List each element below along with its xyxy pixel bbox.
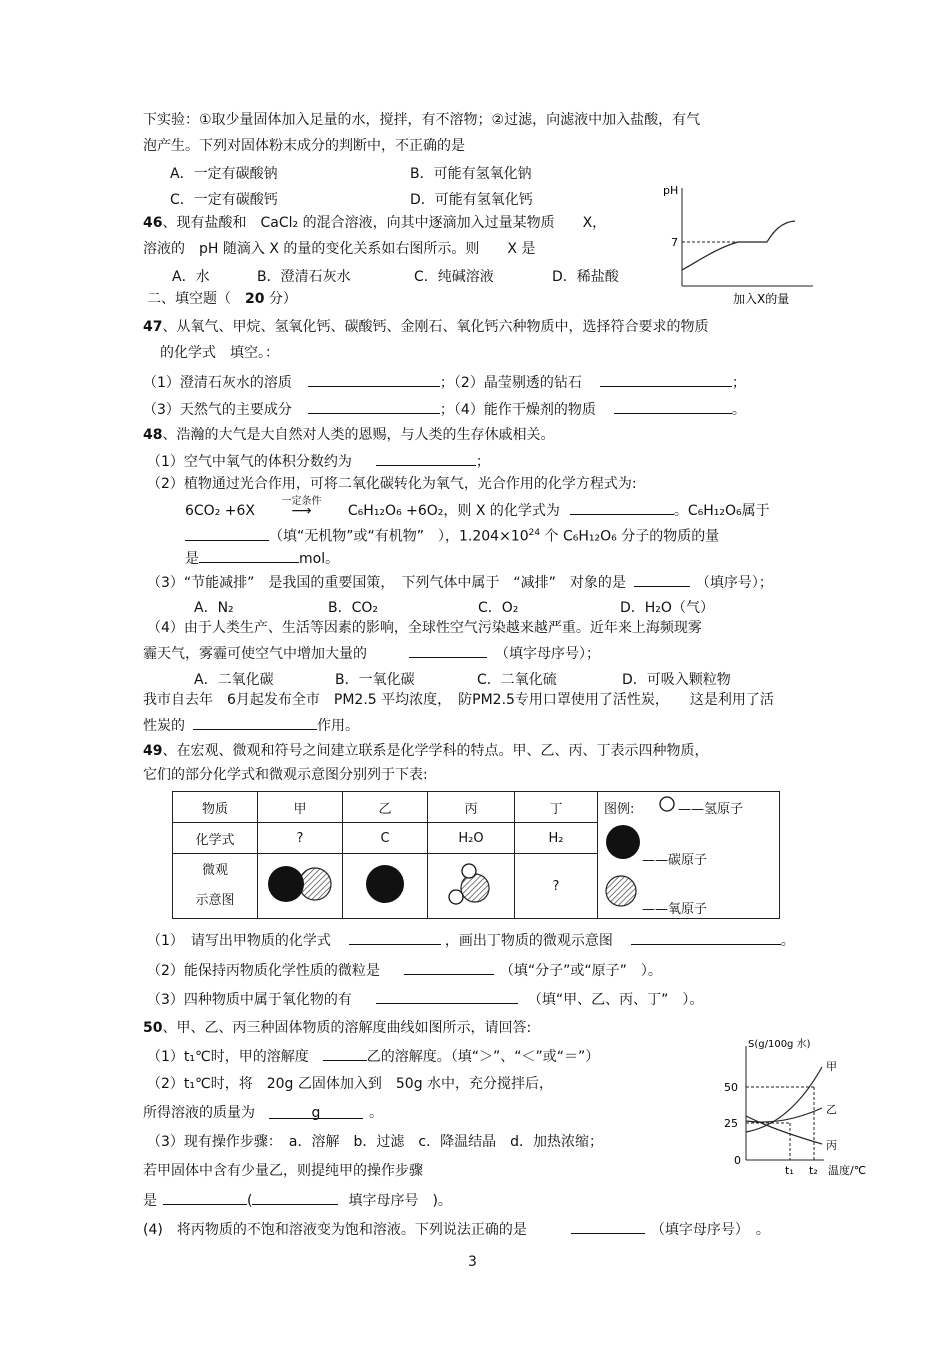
q48-sub3-end: （填序号）； — [695, 575, 773, 591]
q47-blank-1[interactable] — [308, 372, 440, 387]
curve-yi — [746, 1108, 822, 1122]
q50-sub3: （3）现有操作步骤： a．溶解 b．过滤 c．降温结晶 d．加热浓缩； — [147, 1134, 603, 1150]
q49-sub1 — [147, 930, 795, 950]
table-row-label — [173, 854, 258, 919]
q48-sub4-line2 — [143, 643, 600, 663]
q48-pm25-line1: 我市自去年 6月起发布全市 PM2.5 平均浓度， 防PM2.5专用口罩使用了活性炭， 这是利用了活 — [143, 692, 774, 708]
q50-sub4-end: （填字母序号） 。 — [650, 1222, 770, 1238]
q50-sub4 — [143, 1219, 770, 1239]
q45-option-c: C．一定有碳酸钙 — [170, 192, 278, 208]
table-cell: H₂O — [428, 823, 515, 854]
q49-sub1-mid: ，画出丁物质的微观示意图 — [444, 933, 613, 949]
q49-sub3-end: （填“甲、乙、丙、丁” ）。 — [527, 992, 704, 1008]
q50-sub1-end: 乙的溶解度。（填“＞”、“＜”或“＝”） — [366, 1049, 600, 1065]
sol-xtick-t1: t₁ — [785, 1164, 794, 1177]
curve-label-yi: 乙 — [826, 1103, 837, 1116]
q49-sub3-text: （3）四种物质中属于氧化物的有 — [147, 992, 352, 1008]
q47-blank-2[interactable] — [600, 372, 732, 387]
q48-sub3-option-d: D．H₂O（气） — [620, 600, 714, 616]
q48-blank-6[interactable] — [409, 643, 487, 658]
q47-item-3-text: （3）天然气的主要成分 — [143, 402, 292, 418]
q50-number: 50 — [143, 1020, 163, 1036]
page-number: 3 — [468, 1254, 477, 1270]
q49-sub2-text: （2）能保持丙物质化学性质的微粒是 — [147, 963, 380, 979]
q48-sub4-option-a: A．二氧化碳 — [194, 672, 274, 688]
q50-sub3-text: 是 — [143, 1193, 157, 1209]
q50-sub2-end: 。 — [369, 1105, 383, 1121]
sol-y-label: S(g/100g 水) — [748, 1039, 811, 1050]
carbon-atom-icon — [604, 823, 642, 861]
q46-option-d: D．稀盐酸 — [552, 269, 619, 285]
eq-reactants: 6CO₂ +6X — [185, 503, 260, 519]
q48-text-line1 — [143, 426, 554, 444]
q48-line6-unit: mol。 — [299, 551, 340, 567]
q49-sub1-text: （1） 请写出甲物质的化学式 — [147, 933, 331, 949]
q49-blank-1[interactable] — [349, 930, 441, 945]
q48-sub1-end: ； — [475, 454, 490, 470]
sol-x-label: 温度/℃ — [828, 1164, 867, 1177]
q46-text-line2: 溶液的 pH 随滴入 X 的量的变化关系如右图所示。则 X 是 — [143, 241, 536, 257]
ph-y-label: pH — [663, 184, 679, 197]
q48-equation — [185, 496, 770, 520]
q47-item-2-end: ； — [731, 375, 746, 391]
legend-title: 图例: — [604, 802, 635, 817]
section-score: 20 — [245, 291, 265, 307]
ding-micro-cell: ? — [515, 854, 598, 919]
q48-blank-4[interactable] — [199, 548, 299, 563]
q49-blank-4[interactable] — [376, 989, 518, 1004]
q48-blank-5[interactable] — [634, 572, 690, 587]
eq-arrow — [259, 496, 343, 520]
section-title: 二、填空题（ — [147, 291, 245, 307]
q45-option-a: A．一定有碳酸钠 — [170, 166, 278, 182]
q49-sub2 — [147, 960, 662, 980]
q50-sub2: （2）t₁℃时，将 20g 乙固体加入到 50g 水中，充分搅拌后， — [147, 1076, 554, 1092]
q47-number: 47 — [143, 319, 163, 335]
q48-pm25-line2 — [143, 715, 359, 735]
table-cell: C — [343, 823, 428, 854]
q48-sub1 — [147, 451, 490, 471]
q48-line6 — [185, 548, 339, 568]
q46-text: 、现有盐酸和 CaCl₂ 的混合溶液，向其中逐滴加入过量某物质 X， — [162, 215, 607, 231]
q46-text-line1 — [143, 214, 606, 232]
sol-xtick-t2: t₂ — [809, 1164, 818, 1177]
q48-blank-1[interactable] — [376, 451, 476, 466]
sol-ytick-0: 0 — [734, 1154, 741, 1167]
q47-text: 、从氧气、甲烷、氢氧化钙、碳酸钙、金刚石、氧化钙六种物质中，选择符合要求的物质 — [162, 319, 709, 335]
eq-tail: 。C₆H₁₂O₆属于 — [673, 503, 770, 519]
q46-option-c: C．纯碱溶液 — [414, 269, 494, 285]
q47-item-1-text: （1）澄清石灰水的溶质 — [143, 375, 292, 391]
eq-condition: 一定条件 — [281, 496, 322, 507]
q50-sub3-line3 — [143, 1190, 452, 1210]
q48-sub4-option-b: B．一氧化碳 — [335, 672, 415, 688]
legend — [598, 792, 779, 918]
ph-ref-label: 7 — [671, 236, 678, 249]
eq-products: C₆H₁₂O₆ +6O₂，则 X 的化学式为 — [343, 503, 560, 519]
legend-cell — [598, 792, 780, 919]
q50-paren: ( — [247, 1193, 253, 1209]
q48-sub4-option-d: D．可吸入颗粒物 — [622, 672, 731, 688]
q50-blank-2-unit: g — [311, 1105, 321, 1121]
q49-text-line2: 它们的部分化学式和微观示意图分别列于下表: — [143, 767, 428, 783]
q47-item-3 — [143, 399, 746, 419]
q50-sub3-line2: 若甲固体中含有少量乙，则提纯甲的操作步骤 — [143, 1163, 423, 1179]
curve-label-bing: 丙 — [826, 1139, 837, 1152]
q45-text-line2: 泡产生。下列对固体粉末成分的判断中，不正确的是 — [143, 138, 465, 154]
q48-sub4-option-c: C．二氧化硫 — [477, 672, 557, 688]
q48-sub3 — [147, 572, 773, 592]
q48-line5 — [185, 524, 719, 546]
q48-pm25-text: 性炭的 — [143, 718, 185, 734]
curve-label-jia: 甲 — [826, 1060, 837, 1073]
q48-exponent: 24 — [528, 528, 541, 538]
solubility-chart — [712, 1030, 882, 1180]
table-header-row — [173, 792, 780, 823]
legend-carbon: ——碳原子 — [642, 853, 708, 868]
q48-pm25-end: 作用。 — [317, 718, 359, 734]
q50-sub3-end: 填字母序号 )。 — [348, 1193, 452, 1209]
jia-micro-cell — [258, 854, 343, 919]
q50-sub4-text: (4) 将丙物质的不饱和溶液变为饱和溶液。下列说法正确的是 — [143, 1222, 527, 1238]
micro-label-2: 示意图 — [195, 893, 235, 909]
q50-blank-4[interactable] — [252, 1190, 338, 1205]
q48-blank-3[interactable] — [185, 526, 269, 541]
q48-blank-7[interactable] — [193, 715, 317, 730]
q48-sub3-option-a: A．N₂ — [194, 600, 234, 616]
q50-blank-2[interactable] — [269, 1104, 363, 1119]
q47-text-line1 — [143, 318, 708, 336]
table-header: 甲 — [258, 792, 343, 823]
table-header: 物质 — [173, 792, 258, 823]
q50-sub1-text: （1）t₁℃时，甲的溶解度 — [147, 1049, 309, 1065]
q47-blank-4[interactable] — [614, 399, 732, 414]
q50-sub2-text: 所得溶液的质量为 — [143, 1105, 255, 1121]
q49-sub3 — [147, 989, 703, 1009]
q48-number: 48 — [143, 427, 163, 443]
q48-blank-2[interactable] — [570, 500, 674, 515]
table-row-label: 化学式 — [173, 823, 258, 854]
sol-ytick-50: 50 — [724, 1081, 738, 1094]
q50-sub2-line2 — [143, 1104, 383, 1122]
q48-sub4-text: 霾天气，雾霾可使空气中增加大量的 — [143, 646, 367, 662]
table-header: 乙 — [343, 792, 428, 823]
q48-line6-text: 是 — [185, 551, 199, 567]
section-title-tail: 分） — [264, 291, 297, 307]
q49-text-line1 — [143, 742, 708, 760]
q47-item-4-text: ；（4）能作干燥剂的物质 — [439, 402, 596, 418]
q45-text-line1: 下实验：①取少量固体加入足量的水，搅拌，有不溶物；②过滤，向滤液中加入盐酸，有气 — [143, 112, 701, 128]
section-heading — [147, 290, 297, 308]
q48-sub2: （2）植物通过光合作用，可将二氧化碳转化为氧气，光合作用的化学方程式为: — [147, 476, 637, 492]
q46-option-b: B．澄清石灰水 — [257, 269, 351, 285]
bing-micro-cell — [428, 854, 515, 919]
substance-table — [172, 791, 780, 919]
oxygen-atom-icon — [604, 874, 638, 908]
q49-blank-3[interactable] — [404, 960, 494, 975]
table-cell: H₂ — [515, 823, 598, 854]
table-header: 丙 — [428, 792, 515, 823]
q48-text: 、浩瀚的大气是大自然对人类的恩赐，与人类的生存休戚相关。 — [162, 427, 555, 443]
q50-blank-1[interactable] — [323, 1046, 367, 1061]
q48-sub1-text: （1）空气中氧气的体积分数约为 — [147, 454, 352, 470]
q49-blank-2[interactable] — [631, 930, 781, 945]
q45-option-b: B．可能有氢氧化钠 — [410, 166, 532, 182]
table-cell: ? — [258, 823, 343, 854]
legend-hydrogen: ——氢原子 — [678, 802, 744, 817]
q48-sub3-option-b: B．CO₂ — [328, 600, 379, 616]
q50-text: 、甲、乙、丙三种固体物质的溶解度曲线如图所示，请回答: — [162, 1020, 532, 1036]
q46-number: 46 — [143, 215, 163, 231]
q50-sub1 — [147, 1046, 599, 1066]
micro-label-1: 微观 — [201, 863, 228, 879]
q49-number: 49 — [143, 743, 163, 759]
ph-curve — [682, 221, 795, 270]
q48-sub4-line1: （4）由于人类生产、生活等因素的影响，全球性空气污染越来越严重。近年来上海频现雾 — [147, 620, 702, 636]
q49-text: 、在宏观、微观和符号之间建立联系是化学学科的特点。甲、乙、丙、丁表示四种物质， — [162, 743, 709, 759]
eq-arrow-glyph: ⟶ — [291, 503, 312, 519]
q48-sub3-option-c: C．O₂ — [478, 600, 519, 616]
q48-sub3-text: （3）“节能减排” 是我国的重要国策， 下列气体中属于 “减排” 对象的是 — [147, 575, 626, 591]
q48-sub4-end: （填字母序号）； — [495, 646, 600, 662]
q47-item-2-text: ；（2）晶莹剔透的钻石 — [439, 375, 582, 391]
hydrogen-atom-icon — [658, 795, 676, 813]
q46-option-a: A．水 — [172, 269, 210, 285]
q49-sub1-end: 。 — [780, 933, 795, 949]
yi-micro-cell — [343, 854, 428, 919]
q50-blank-3[interactable] — [163, 1190, 247, 1205]
yi-atom-icon — [363, 862, 407, 906]
legend-oxygen: ——氧原子 — [642, 902, 708, 917]
jia-molecule-icon — [264, 862, 336, 906]
q47-item-1 — [143, 372, 746, 392]
q47-blank-3[interactable] — [308, 399, 440, 414]
q47-text-line2: 的化学式 填空。： — [160, 345, 279, 361]
ph-chart — [655, 176, 820, 311]
q48-line5-text: （填“无机物”或“有机物” ），1.204×10 — [269, 528, 529, 545]
bing-molecule-icon — [445, 860, 497, 908]
q45-option-d: D．可能有氢氧化钙 — [410, 192, 533, 208]
ph-x-label: 加入X的量 — [733, 292, 790, 306]
q50-text-line1 — [143, 1019, 531, 1037]
table-header: 丁 — [515, 792, 598, 823]
q47-item-4-end: 。 — [731, 402, 746, 418]
q48-line5-tail: 个 C₆H₁₂O₆ 分子的物质的量 — [540, 528, 720, 545]
q49-sub2-end: （填“分子”或“原子” ）。 — [499, 963, 662, 979]
q50-blank-5[interactable] — [571, 1219, 645, 1234]
sol-ytick-25: 25 — [724, 1117, 738, 1130]
